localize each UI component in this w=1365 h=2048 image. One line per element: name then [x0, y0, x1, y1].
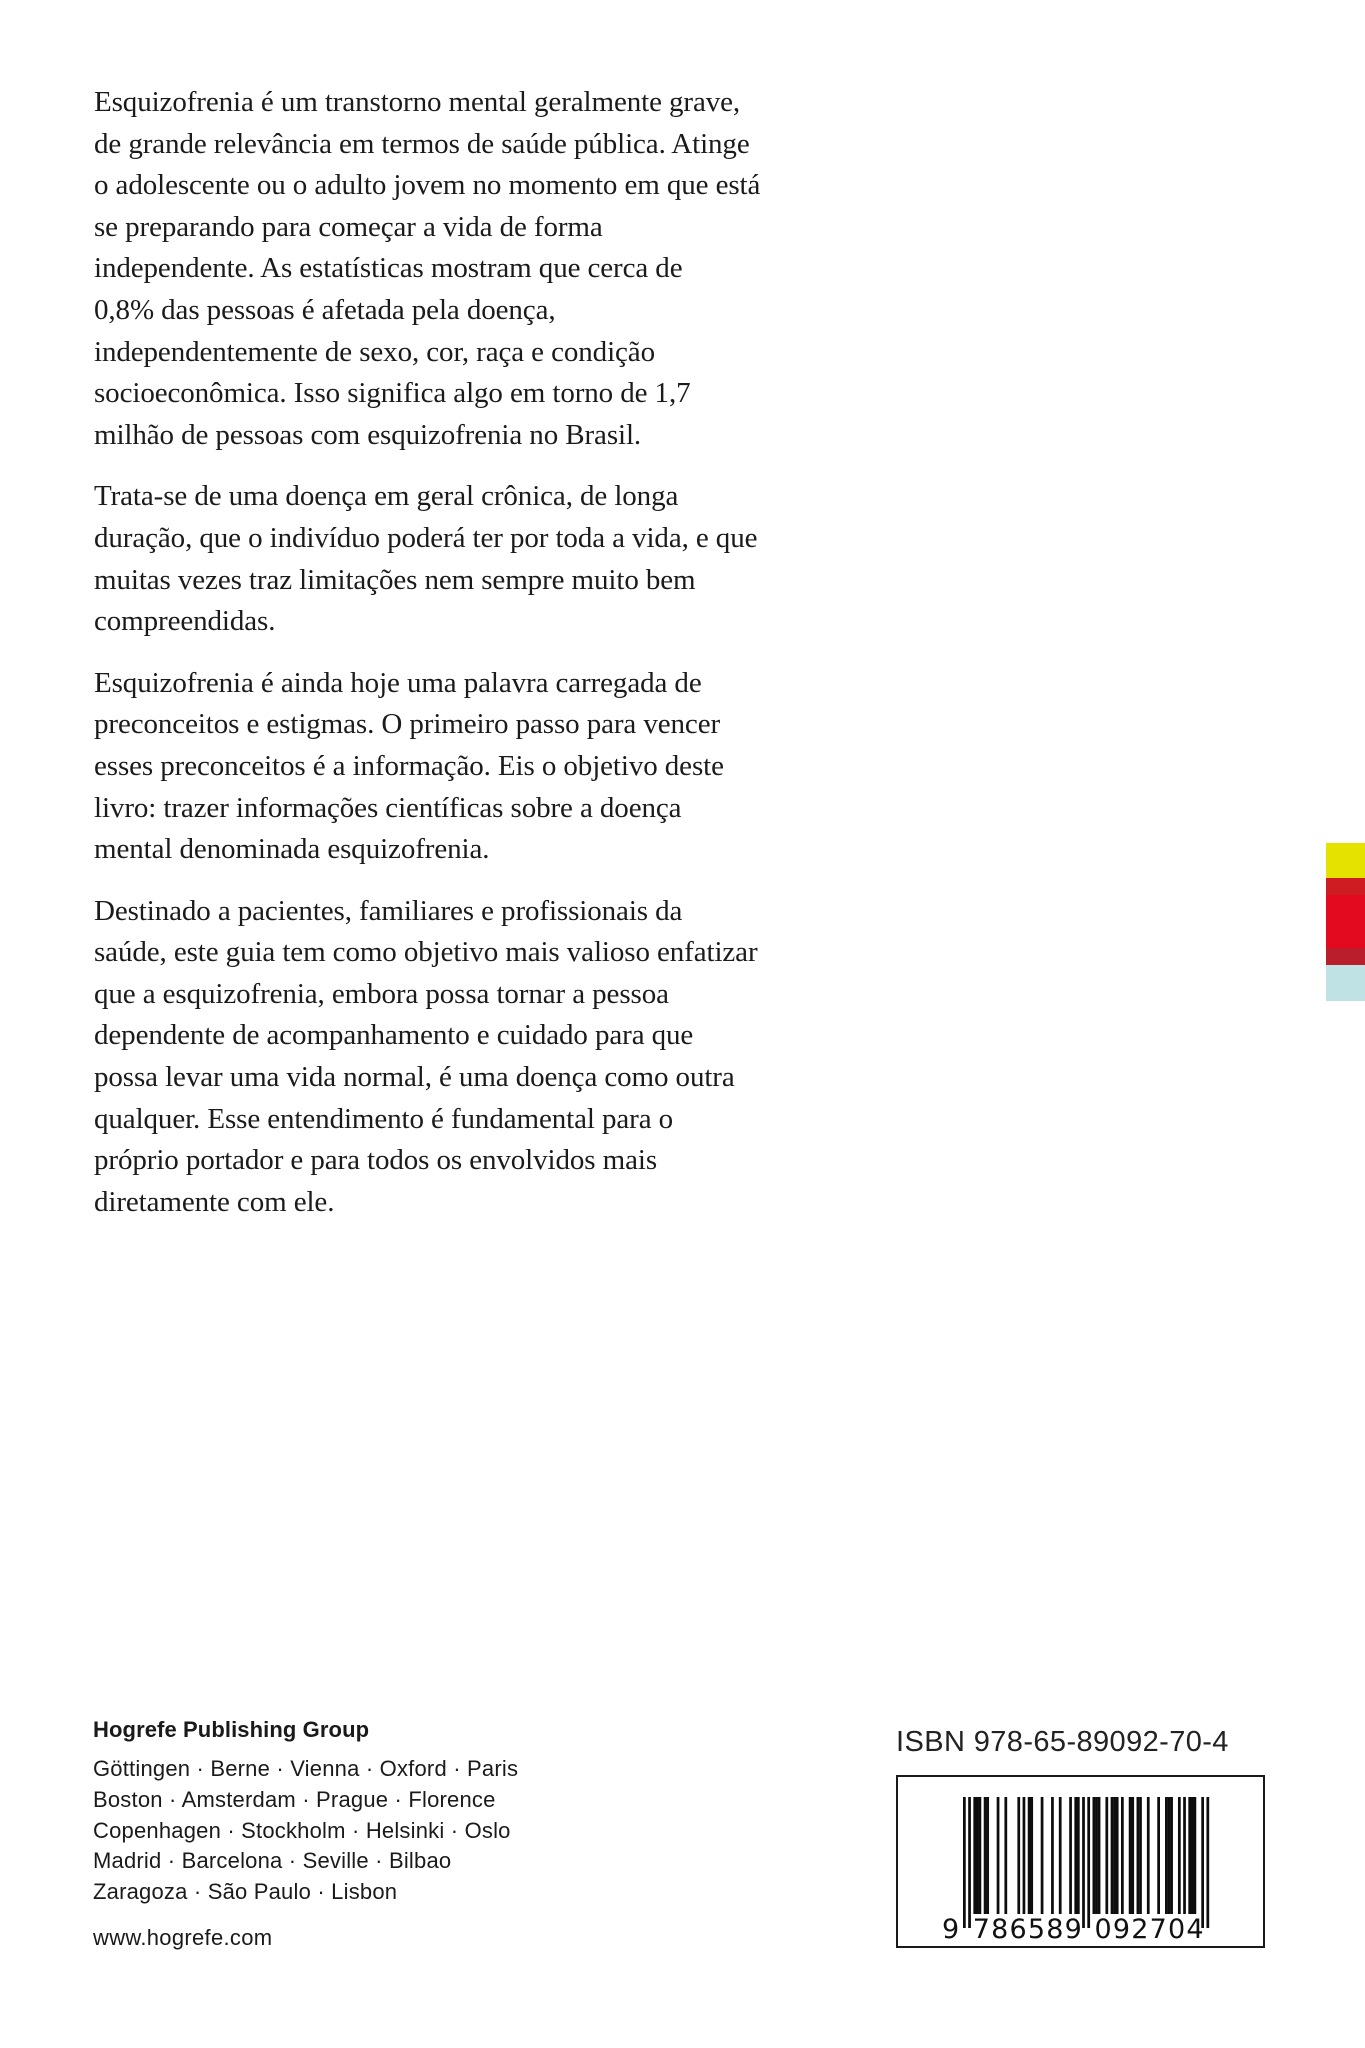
text-line: compreendidas.	[94, 605, 276, 638]
publisher-cities-line: Zaragoza · São Paulo · Lisbon	[93, 1879, 398, 1905]
color-tab-dark-red	[1326, 878, 1365, 895]
text-line: o adolescente ou o adulto jovem no momento em que está	[94, 169, 761, 202]
publisher-cities-line: Copenhagen · Stockholm · Helsinki · Oslo	[93, 1817, 511, 1843]
svg-text:9: 9	[942, 1914, 960, 1945]
text-line: qualquer. Esse entendimento é fundamental para o	[94, 1102, 674, 1135]
color-tab-crimson	[1326, 948, 1365, 965]
publisher-name: Hogrefe Publishing Group	[93, 1717, 370, 1742]
publisher-website: www.hogrefe.com	[93, 1924, 273, 1950]
paragraph-3	[94, 663, 874, 871]
text-line: milhão de pessoas com esquizofrenia no Brasil.	[94, 418, 642, 451]
color-tab-light-blue	[1326, 965, 1365, 1001]
text-line: de grande relevância em termos de saúde pública. Atinge	[94, 127, 750, 160]
text-line: diretamente com ele.	[94, 1185, 335, 1218]
svg-text:786589: 786589	[972, 1914, 1084, 1945]
text-line: mental denominada esquizofrenia.	[94, 833, 490, 866]
text-line: Trata-se de uma doença em geral crônica, de longa	[94, 480, 679, 513]
text-line: que a esquizofrenia, embora possa tornar a pessoa	[94, 977, 669, 1010]
isbn-barcode	[896, 1775, 1265, 1948]
paragraph-2	[94, 476, 874, 642]
text-line: 0,8% das pessoas é afetada pela doença,	[94, 293, 556, 326]
back-cover-blurb	[94, 82, 874, 1243]
text-line: possa levar uma vida normal, é uma doença como outra	[94, 1061, 735, 1094]
paragraph-4	[94, 891, 874, 1224]
text-line: independente. As estatísticas mostram que cerca de	[94, 252, 683, 285]
text-line: livro: trazer informações científicas sobre a doença	[94, 791, 682, 824]
text-line: Destinado a pacientes, familiares e profissionais da	[94, 894, 683, 927]
text-line: preconceitos e estigmas. O primeiro passo para vencer	[94, 708, 721, 741]
color-tab-red	[1326, 895, 1365, 948]
publisher-info	[93, 1716, 518, 1952]
text-line: próprio portador e para todos os envolvidos mais	[94, 1144, 658, 1177]
text-line: saúde, este guia tem como objetivo mais valioso enfatizar	[94, 936, 758, 969]
color-tab-strip	[1326, 843, 1365, 1001]
isbn-label: ISBN 978-65-89092-70-4	[896, 1726, 1229, 1758]
publisher-cities-line: Boston · Amsterdam · Prague · Florence	[93, 1786, 496, 1812]
text-line: socioeconômica. Isso significa algo em torno de 1,7	[94, 377, 691, 410]
barcode-icon	[898, 1777, 1263, 1946]
text-line: duração, que o indivíduo poderá ter por toda a vida, e que	[94, 521, 758, 554]
color-tab-yellow	[1326, 843, 1365, 878]
publisher-cities-line: Madrid · Barcelona · Seville · Bilbao	[93, 1848, 452, 1874]
text-line: se preparando para começar a vida de forma	[94, 210, 603, 243]
text-line: Esquizofrenia é um transtorno mental geralmente grave,	[94, 86, 741, 118]
svg-text:092704: 092704	[1094, 1914, 1205, 1945]
text-line: dependente de acompanhamento e cuidado para que	[94, 1019, 694, 1052]
text-line: esses preconceitos é a informação. Eis o objetivo deste	[94, 749, 724, 782]
text-line: muitas vezes traz limitações nem sempre muito bem	[94, 563, 696, 596]
text-line: Esquizofrenia é ainda hoje uma palavra carregada de	[94, 666, 702, 699]
paragraph-1	[94, 82, 874, 456]
text-line: independentemente de sexo, cor, raça e condição	[94, 335, 655, 368]
publisher-cities-line: Göttingen · Berne · Vienna · Oxford · Paris	[93, 1756, 519, 1781]
